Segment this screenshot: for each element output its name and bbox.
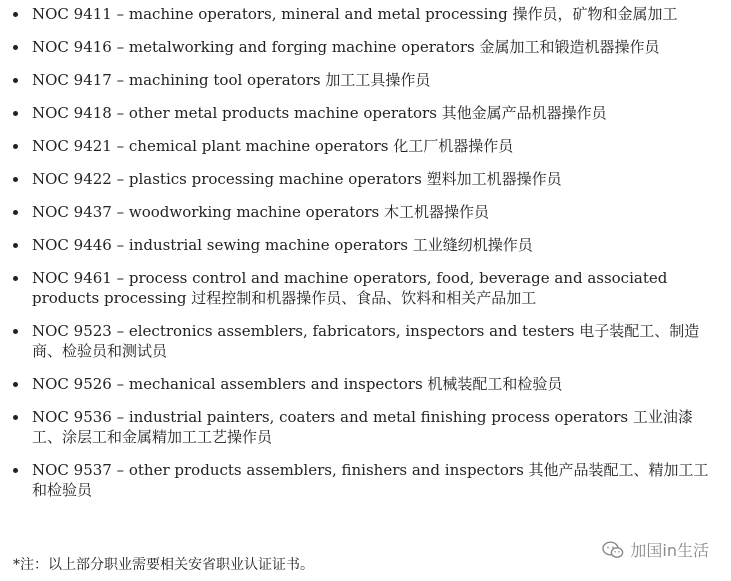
list-item: [0, 321, 731, 361]
footnote: *注：以上部分职业需要相关安省职业认证证书。: [13, 557, 314, 573]
list-item-text: NOC 9421 – chemical plant machine operators 化工厂机器操作员: [32, 137, 514, 155]
list-item-text: NOC 9536 – industrial painters, coaters and metal finishing process operators 工业油漆工、涂层工和金属精加工工艺操作员: [32, 408, 693, 446]
list-item: [0, 374, 731, 394]
watermark: [602, 538, 709, 561]
list-item: [0, 268, 731, 308]
bullet: [13, 468, 18, 473]
noc-occupation-list: [0, 4, 731, 513]
list-item-text: NOC 9446 – industrial sewing machine operators 工业缝纫机操作员: [32, 236, 533, 254]
list-item-text: NOC 9523 – electronics assemblers, fabricators, inspectors and testers 电子装配工、制造商、检验员和测试员: [32, 322, 700, 360]
list-item-text: NOC 9411 – machine operators, mineral and metal processing 操作员，矿物和金属加工: [32, 5, 678, 23]
list-item-text: NOC 9526 – mechanical assemblers and inspectors 机械装配工和检验员: [32, 375, 563, 393]
bullet: [13, 276, 18, 281]
list-item-text: NOC 9418 – other metal products machine operators 其他金属产品机器操作员: [32, 104, 607, 122]
bullet: [13, 111, 18, 116]
list-item: [0, 103, 731, 123]
bullet: [13, 45, 18, 50]
list-item: [0, 136, 731, 156]
list-item: [0, 70, 731, 90]
list-item: [0, 460, 731, 500]
bullet: [13, 12, 18, 17]
watermark-text: 加国in生活: [630, 541, 709, 560]
bullet: [13, 415, 18, 420]
list-item: [0, 235, 731, 255]
list-item: [0, 407, 731, 447]
bullet: [13, 78, 18, 83]
list-item: [0, 202, 731, 222]
bullet: [13, 243, 18, 248]
wechat-icon: [602, 541, 624, 559]
list-item-text: NOC 9422 – plastics processing machine operators 塑料加工机器操作员: [32, 170, 562, 188]
list-item-text: NOC 9537 – other products assemblers, finishers and inspectors 其他产品装配工、精加工工和检验员: [32, 461, 709, 499]
list-item: [0, 37, 731, 57]
list-item: [0, 169, 731, 189]
list-item-text: NOC 9461 – process control and machine operators, food, beverage and associated products processing 过程控制和机器操作员、食品、饮料和相关产品加工: [32, 269, 668, 307]
bullet: [13, 177, 18, 182]
list-item-text: NOC 9416 – metalworking and forging machine operators 金属加工和锻造机器操作员: [32, 38, 660, 56]
list-item-text: NOC 9417 – machining tool operators 加工工具操作员: [32, 71, 431, 89]
list-item: [0, 4, 731, 24]
bullet: [13, 210, 18, 215]
bullet: [13, 329, 18, 334]
bullet: [13, 144, 18, 149]
bullet: [13, 382, 18, 387]
list-item-text: NOC 9437 – woodworking machine operators 木工机器操作员: [32, 203, 489, 221]
